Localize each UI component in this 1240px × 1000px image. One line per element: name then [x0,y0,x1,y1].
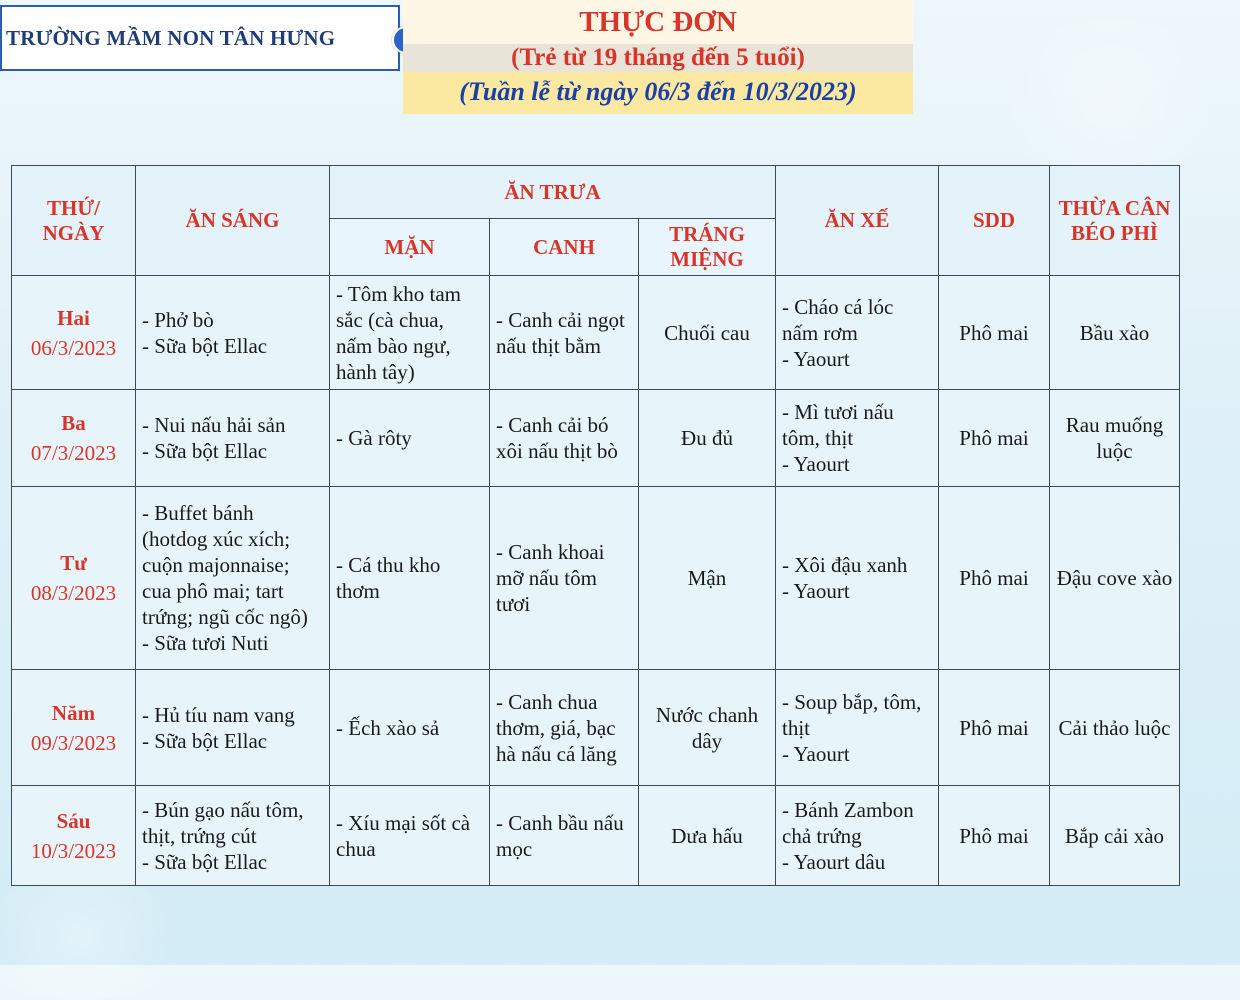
col-header-sdd: SDD [939,166,1050,276]
sdd-cell [939,670,1050,786]
snack-cell-line: - Mì tươi nấu tôm, thịt [782,400,894,450]
day-date: 06/3/2023 [30,335,117,360]
overweight-cell [1050,390,1180,487]
col-header-lunch-dessert: TRÁNG MIỆNG [639,219,776,276]
lunch-soup-cell [490,276,639,390]
sdd-cell-text: Phô mai [959,320,1029,345]
snack-cell [776,786,939,886]
age-range-subtitle: (Trẻ từ 19 tháng đến 5 tuổi) [403,44,913,72]
header-row-1 [12,166,1180,219]
lunch-dessert-cell [639,487,776,670]
col-header-day: THỨ/ NGÀY [12,166,136,276]
table-row [12,670,1180,786]
day-cell [12,276,136,390]
lunch-soup-cell [490,670,639,786]
menu-table [11,165,1180,886]
day-cell [12,390,136,487]
lunch-soup-cell [490,487,639,670]
lunch-dessert-cell-text: Chuối cau [664,320,750,345]
breakfast-cell [136,276,330,390]
breakfast-cell-line: - Sữa bột Ellac [142,333,268,358]
school-name: TRƯỜNG MẦM NON TÂN HƯNG [6,25,336,50]
breakfast-cell-line: - Buffet bánh (hotdog xúc xích; cuộn majonnaise; cua phô mai; tart trứng; ngũ cốc ngô) [142,501,308,629]
col-header-lunch: ĂN TRƯA [330,166,776,219]
col-header-snack: ĂN XẾ [776,166,939,276]
sdd-cell-text: Phô mai [959,566,1029,590]
day-date: 08/3/2023 [30,581,117,605]
table-row [12,487,1180,670]
breakfast-cell-line: - Sữa bột Ellac [142,439,268,463]
breakfast-cell-line: - Hủ tíu nam vang [142,702,295,727]
lunch-main-cell-line: - Tôm kho tam sắc (cà chua, nấm bào ngư, hành tây) [336,281,462,384]
overweight-cell-text: Đậu cove xào [1056,566,1173,590]
lunch-dessert-cell-text: Đu đủ [681,426,733,450]
lunch-soup-cell-line: - Canh bầu nấu mọc [496,810,624,861]
overweight-cell-text: Cải thảo luộc [1058,715,1171,740]
sdd-cell-text: Phô mai [959,823,1029,848]
breakfast-cell-line: - Bún gạo nấu tôm, thịt, trứng cút [142,797,304,848]
lunch-dessert-cell-text: Nước chanh dây [655,702,759,753]
snack-cell-line: - Bánh Zambon chả trứng [782,797,914,848]
snack-cell [776,487,939,670]
day-name: Ba [61,411,86,435]
breakfast-cell-line: - Phở bò [142,307,214,332]
col-header-overweight: THỪA CÂN BÉO PHÌ [1050,166,1180,276]
breakfast-cell-line: - Nui nấu hải sản [142,413,286,437]
snack-cell-line: - Yaourt [782,741,850,766]
week-range-subtitle: (Tuần lễ từ ngày 06/3 đến 10/3/2023) [403,72,913,114]
sdd-cell [939,786,1050,886]
day-name: Tư [60,551,87,575]
lunch-soup-cell-line: - Canh cải bó xôi nấu thịt bò [496,413,618,463]
lunch-dessert-cell [639,786,776,886]
lunch-main-cell-line: - Ếch xào sả [336,715,440,740]
sdd-cell [939,276,1050,390]
lunch-main-cell [330,487,490,670]
lunch-main-cell-line: - Xíu mại sốt cà chua [336,810,471,861]
overweight-cell-text: Rau muống luộc [1065,413,1164,463]
breakfast-cell [136,390,330,487]
overweight-cell [1050,786,1180,886]
lunch-main-cell [330,786,490,886]
day-cell [12,487,136,670]
snack-cell-line: - Yaourt [782,452,850,476]
breakfast-cell-line: - Sữa bột Ellac [142,728,268,753]
day-name: Năm [51,700,96,725]
lunch-soup-cell [490,390,639,487]
breakfast-cell [136,487,330,670]
sdd-cell [939,390,1050,487]
overweight-cell-text: Bầu xào [1079,320,1150,345]
snack-cell-line: - Yaourt dâu [782,849,886,874]
lunch-main-cell [330,276,490,390]
snack-cell-line: - Yaourt [782,346,850,371]
lunch-dessert-cell-text: Mận [687,566,727,590]
snack-cell-line: - Cháo cá lóc nấm rơm [782,294,894,345]
lunch-main-cell-line: - Cá thu kho thơm [336,553,441,603]
lunch-soup-cell-line: - Canh chua thơm, giá, bạc hà nấu cá lăng [496,689,617,766]
day-cell [12,786,136,886]
sdd-cell-text: Phô mai [959,715,1029,740]
lunch-main-cell-line: - Gà rôty [336,426,412,450]
overweight-cell [1050,487,1180,670]
breakfast-cell-line: - Sữa tươi Nuti [142,631,269,655]
overweight-cell-text: Bắp cải xào [1064,823,1165,848]
title-block [403,0,913,114]
day-date: 09/3/2023 [30,730,117,755]
table-row [12,276,1180,390]
day-date: 10/3/2023 [30,838,117,863]
col-header-lunch-soup: CANH [490,219,639,276]
snack-cell-line: - Soup bắp, tôm, thịt [782,689,922,740]
day-cell [12,670,136,786]
page-title: THỰC ĐƠN [403,0,913,44]
overweight-cell [1050,276,1180,390]
table-row [12,786,1180,886]
school-name-box [0,5,400,71]
lunch-soup-cell-line: - Canh cải ngọt nấu thịt bằm [496,307,625,358]
snack-cell [776,390,939,487]
col-header-breakfast: ĂN SÁNG [136,166,330,276]
table-row [12,390,1180,487]
col-header-lunch-main: MẶN [330,219,490,276]
breakfast-cell [136,786,330,886]
lunch-dessert-cell [639,390,776,487]
sdd-cell-text: Phô mai [959,426,1029,450]
day-date: 07/3/2023 [30,441,117,465]
lunch-main-cell [330,670,490,786]
lunch-soup-cell [490,786,639,886]
lunch-dessert-cell [639,670,776,786]
breakfast-cell [136,670,330,786]
overweight-cell [1050,670,1180,786]
snack-cell [776,670,939,786]
day-name: Sáu [56,808,91,833]
lunch-dessert-cell [639,276,776,390]
sdd-cell [939,487,1050,670]
day-name: Hai [57,305,90,330]
lunch-main-cell [330,390,490,487]
lunch-dessert-cell-text: Dưa hấu [671,823,743,848]
snack-cell-line: - Yaourt [782,579,850,603]
snack-cell [776,276,939,390]
breakfast-cell-line: - Sữa bột Ellac [142,849,268,874]
lunch-soup-cell-line: - Canh khoai mỡ nấu tôm tươi [496,540,605,616]
snack-cell-line: - Xôi đậu xanh [782,553,908,577]
